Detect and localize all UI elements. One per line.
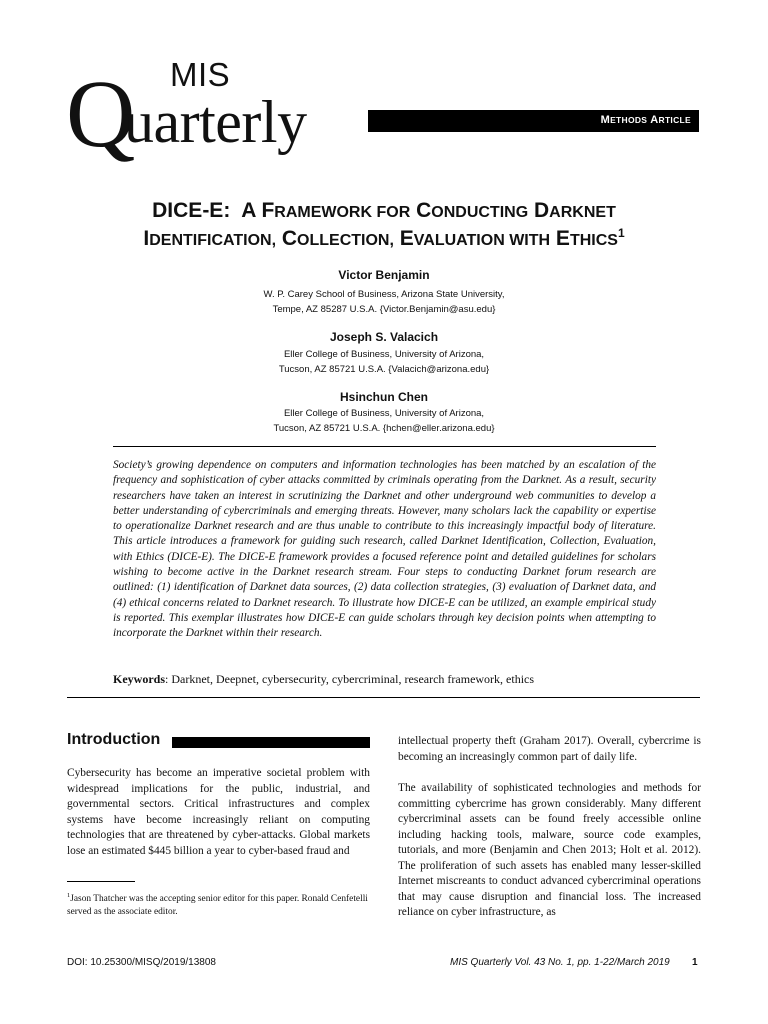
footer-journal-citation: MIS Quarterly Vol. 43 No. 1, pp. 1-22/March 2019	[450, 957, 670, 968]
footnote-rule	[67, 881, 135, 882]
author-affiliation: Eller College of Business, University of Arizona,	[283, 349, 485, 360]
author-affiliation: W. P. Carey School of Business, Arizona State University,	[263, 289, 505, 300]
footnote	[67, 893, 370, 918]
author-address: Tempe, AZ 85287 U.S.A. {Victor.Benjamin@asu.edu}	[272, 304, 496, 315]
body-paragraph: The availability of sophisticated technologies and methods for committing cybercrime has grown considerably. Many different cybercriminal assets can be found freely accessible online including hacking tools, malware, source code examples, tutorials, and more (Benjamin and Chen 2013; Holt et al. 2012). The proliferation of such assets has enabled many lesser-skilled Internet miscreants to conduct advanced cybercriminal operations that may cause disruption and financial loss. The increased reliance on cyber infrastructure, as	[398, 782, 701, 918]
section-heading: Introduction	[67, 731, 161, 748]
author-name: Joseph S. Valacich	[329, 330, 439, 344]
keywords-label: Keywords	[113, 672, 165, 686]
title-footnote-marker: 1	[617, 226, 625, 240]
footnote-marker: 1	[67, 891, 71, 899]
author-address: Tucson, AZ 85721 U.S.A. {hchen@eller.arizona.edu}	[273, 423, 495, 434]
title-line-2: IDENTIFICATION, COLLECTION, EVALUATION WITH ETHICS$^1$	[143, 226, 625, 250]
logo-q-letter: Q	[66, 60, 136, 167]
footer-doi: DOI: 10.25300/MISQ/2019/13808	[67, 957, 216, 968]
keywords	[113, 672, 656, 687]
author-name: Hsinchun Chen	[339, 390, 428, 404]
author-address: Tucson, AZ 85721 U.S.A. {Valacich@arizona.edu}	[278, 364, 490, 375]
body-paragraph: Cybersecurity has become an imperative societal problem with widespread implications for the public, industrial, and governmental sectors. Critical infrastructures and complex systems have become increasingly reliant on computing technologies that are threatened by cyber-attacks. Global markets lose an estimated $445 billion a year to cyber-based fraud and	[67, 767, 370, 857]
author-name: Victor Benjamin	[338, 268, 430, 282]
page-number: 1	[692, 957, 698, 968]
logo-mis-text: MIS	[170, 56, 231, 93]
article-type-banner	[368, 110, 699, 132]
section-heading-bar	[172, 737, 370, 748]
article-title	[40, 198, 728, 254]
divider	[113, 446, 656, 447]
logo-quarterly-text: uarterly	[124, 89, 307, 155]
divider	[67, 697, 700, 698]
title-line-1: DICE-E: A FRAMEWORK FOR CONDUCTING DARKNET	[152, 199, 616, 222]
footnote-text: Jason Thatcher was the accepting senior editor for this paper. Ronald Cenfetelli served as the associate editor.	[67, 894, 368, 917]
journal-logo	[66, 56, 346, 166]
article-type-label: METHODS ARTICLE	[600, 114, 691, 126]
abstract: Society’s growing dependence on computers and information technologies has been matched by an escalation of the frequency and sophistication of cyber attacks committed by criminals operating from the Darknet. As a result, security researchers have taken an interest in scrutinizing the Darknet and other underground web communities to develop a better understanding of cybercriminals and emerging threats. However, many scholars lack the capability or expertise to operationalize Darknet research and are thus unable to contribute to this increasingly impactful body of literature. This article introduces a framework for guiding such research, called Darknet Identification, Collection, Evaluation, with Ethics (DICE-E). The DICE-E framework provides a focused reference point and detailed guidelines for scholars wishing to become active in the Darknet research stream. Four steps to conducting Darknet forum research are outlined: (1) identification of Darknet data sources, (2) data collection strategies, (3) evaluation of Darknet data, and (4) ethical concerns related to Darknet research. To illustrate how DICE-E can be utilized, an example empirical study is reported. This exemplar illustrates how DICE-E can guide scholars through key decision points when attempting to incorporate the Darknet within their research.	[113, 459, 656, 640]
keywords-text: : Darknet, Deepnet, cybersecurity, cybercriminal, research framework, ethics	[165, 672, 535, 686]
author-affiliation: Eller College of Business, University of Arizona,	[283, 408, 485, 419]
body-paragraph: intellectual property theft (Graham 2017). Overall, cybercrime is becoming an increasingly common part of daily life.	[398, 735, 701, 763]
